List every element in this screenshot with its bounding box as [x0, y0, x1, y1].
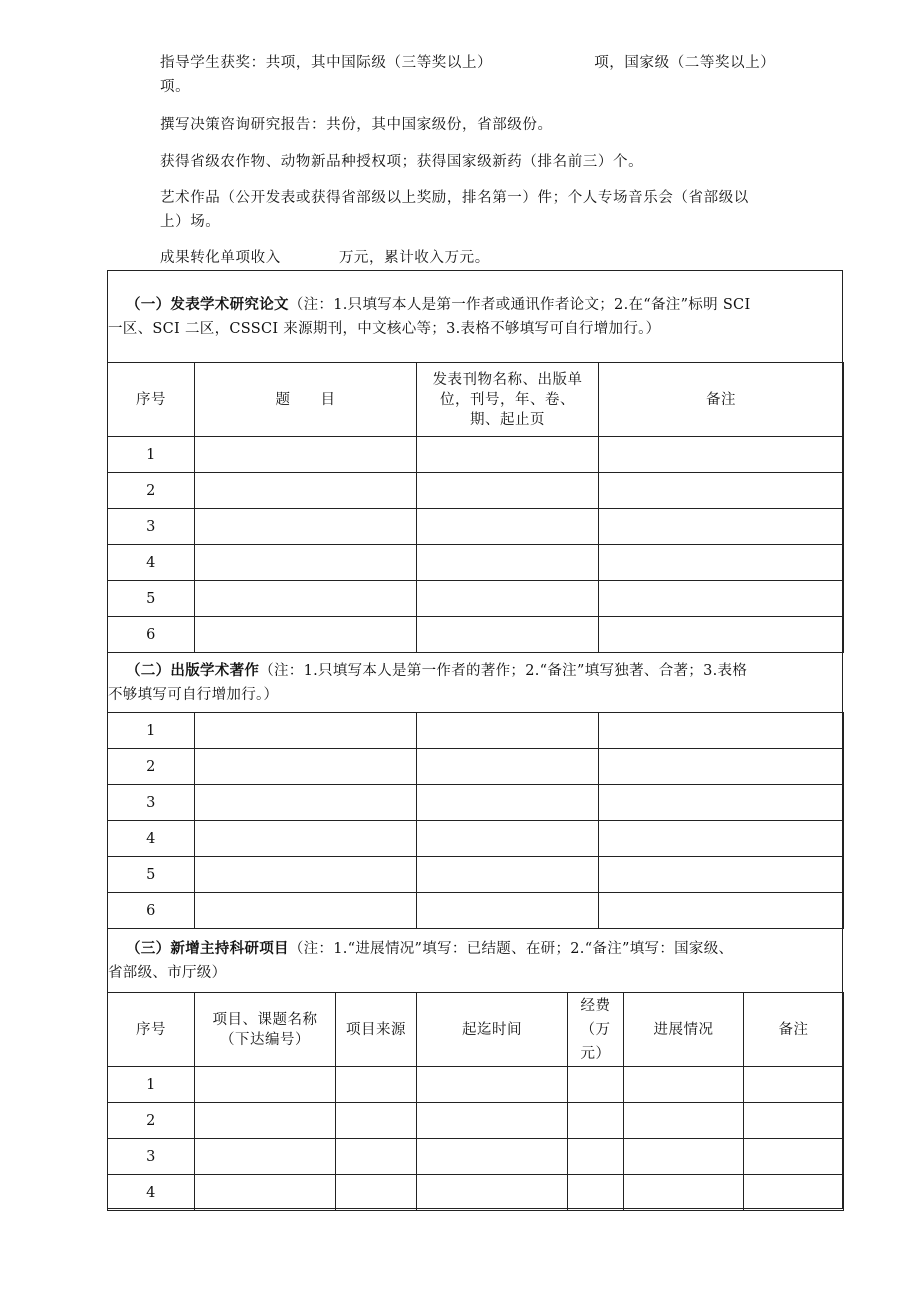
book-title-cell[interactable]	[195, 893, 417, 929]
books-table	[107, 712, 844, 929]
row-number: 2	[108, 1103, 195, 1139]
row-number: 1	[108, 437, 195, 473]
table-header-row	[108, 363, 844, 437]
funding-cell[interactable]	[568, 1139, 624, 1175]
table-row	[108, 1103, 844, 1139]
period-cell[interactable]	[417, 1139, 568, 1175]
remark-cell[interactable]	[599, 581, 844, 617]
funding-cell[interactable]	[568, 1175, 624, 1211]
source-cell[interactable]	[336, 1175, 417, 1211]
title-cell[interactable]	[195, 437, 417, 473]
remark-cell[interactable]	[599, 617, 844, 653]
remark-cell[interactable]	[744, 1103, 844, 1139]
remark-cell[interactable]	[599, 473, 844, 509]
row-number: 3	[108, 509, 195, 545]
table-row	[108, 1175, 844, 1211]
achievement-form	[107, 270, 843, 1209]
progress-cell[interactable]	[624, 1139, 744, 1175]
publisher-cell[interactable]	[417, 893, 599, 929]
section-1-title: （一）发表学术研究论文	[126, 297, 289, 313]
award-line-cont: 项。	[160, 79, 191, 95]
remark-cell[interactable]	[744, 1139, 844, 1175]
table-row	[108, 545, 844, 581]
row-number: 1	[108, 1067, 195, 1103]
col-progress-header: 进展情况	[624, 993, 744, 1067]
section-2-title: （二）出版学术著作	[126, 663, 260, 679]
row-number: 1	[108, 713, 195, 749]
pub-header-line-3: 期、起止页	[470, 411, 545, 428]
title-cell[interactable]	[195, 581, 417, 617]
project-name-cell[interactable]	[195, 1175, 336, 1211]
papers-table	[107, 362, 844, 653]
title-cell[interactable]	[195, 545, 417, 581]
title-cell[interactable]	[195, 617, 417, 653]
funding-line-2: （万	[580, 1021, 611, 1038]
income-line	[160, 246, 490, 270]
remark-cell[interactable]	[599, 857, 844, 893]
book-title-cell[interactable]	[195, 749, 417, 785]
funding-cell[interactable]	[568, 1067, 624, 1103]
remark-cell[interactable]	[599, 437, 844, 473]
publisher-cell[interactable]	[417, 749, 599, 785]
remark-cell[interactable]	[599, 509, 844, 545]
row-number: 2	[108, 473, 195, 509]
section-3-heading	[108, 937, 842, 985]
section-2-note-b: 不够填写可自行增加行。）	[108, 687, 279, 703]
publication-cell[interactable]	[417, 581, 599, 617]
source-cell[interactable]	[336, 1103, 417, 1139]
table-row	[108, 785, 844, 821]
remark-cell[interactable]	[599, 893, 844, 929]
col-title-header: 题 目	[195, 363, 417, 437]
project-name-cell[interactable]	[195, 1103, 336, 1139]
table-row	[108, 893, 844, 929]
col-seq-header: 序号	[108, 363, 195, 437]
project-name-line-2: （下达编号）	[220, 1031, 310, 1048]
section-1-note-a: （注：1.只填写本人是第一作者或通讯作者论文；2.在“备注”标明 SCI	[288, 297, 751, 313]
col-publication-header	[417, 363, 599, 437]
col-source-header: 项目来源	[336, 993, 417, 1067]
col-project-name-header	[195, 993, 336, 1067]
section-1-note-b: 一区、SCI 二区，CSSCI 来源期刊，中文核心等；3.表格不够填写可自行增加行。）	[108, 321, 661, 337]
col-remark-header: 备注	[599, 363, 844, 437]
award-text-a: 指导学生获奖：共项，其中国际级（三等奖以上）	[160, 55, 493, 71]
section-2-heading	[108, 659, 842, 707]
remark-cell[interactable]	[599, 785, 844, 821]
progress-cell[interactable]	[624, 1175, 744, 1211]
period-cell[interactable]	[417, 1103, 568, 1139]
publisher-cell[interactable]	[417, 821, 599, 857]
table-row	[108, 821, 844, 857]
pub-header-line-1: 发表刊物名称、出版单	[432, 371, 583, 388]
section-2-note-a: （注：1.只填写本人是第一作者的著作；2.“备注”填写独著、合著；3.表格	[259, 663, 748, 679]
period-cell[interactable]	[417, 1067, 568, 1103]
col-funding-header	[568, 993, 624, 1067]
table-row	[108, 713, 844, 749]
project-name-line-1: 项目、课题名称	[212, 1011, 318, 1028]
table-header-row	[108, 993, 844, 1067]
table-row	[108, 1067, 844, 1103]
remark-cell[interactable]	[744, 1067, 844, 1103]
source-cell[interactable]	[336, 1139, 417, 1175]
publisher-cell[interactable]	[417, 857, 599, 893]
col-remark-header: 备注	[744, 993, 844, 1067]
source-cell[interactable]	[336, 1067, 417, 1103]
publisher-cell[interactable]	[417, 785, 599, 821]
row-number: 3	[108, 1139, 195, 1175]
title-cell[interactable]	[195, 473, 417, 509]
book-title-cell[interactable]	[195, 821, 417, 857]
report-line: 撰写决策咨询研究报告：共份，其中国家级份，省部级份。	[160, 117, 553, 133]
col-period-header: 起迄时间	[417, 993, 568, 1067]
project-name-cell[interactable]	[195, 1139, 336, 1175]
remark-cell[interactable]	[599, 545, 844, 581]
row-number: 4	[108, 545, 195, 581]
row-number: 4	[108, 821, 195, 857]
table-row	[108, 749, 844, 785]
pub-header-line-2: 位，刊号，年、卷、	[440, 391, 575, 408]
publication-cell[interactable]	[417, 437, 599, 473]
progress-cell[interactable]	[624, 1067, 744, 1103]
row-number: 5	[108, 581, 195, 617]
remark-cell[interactable]	[744, 1175, 844, 1211]
book-title-cell[interactable]	[195, 785, 417, 821]
art-line-cont: 上）场。	[160, 214, 221, 230]
period-cell[interactable]	[417, 1175, 568, 1211]
projects-table	[107, 992, 844, 1211]
art-line: 艺术作品（公开发表或获得省部级以上奖励，排名第一）件；个人专场音乐会（省部级以	[160, 190, 749, 206]
table-row	[108, 857, 844, 893]
funding-line-3: 元）	[580, 1045, 611, 1062]
publication-cell[interactable]	[417, 545, 599, 581]
table-row	[108, 509, 844, 545]
project-name-cell[interactable]	[195, 1067, 336, 1103]
row-number: 4	[108, 1175, 195, 1211]
publication-cell[interactable]	[417, 617, 599, 653]
award-line	[160, 51, 775, 75]
row-number: 6	[108, 893, 195, 929]
table-row	[108, 1139, 844, 1175]
table-row	[108, 581, 844, 617]
income-text-b: 万元，累计收入万元。	[338, 250, 490, 266]
table-row	[108, 473, 844, 509]
section-3-note-b: 省部级、市厅级）	[108, 965, 227, 981]
row-number: 6	[108, 617, 195, 653]
section-3-note-a: （注：1.“进展情况”填写：已结题、在研；2.“备注”填写：国家级、	[288, 941, 734, 957]
funding-line-1: 经费	[580, 997, 611, 1014]
col-seq-header: 序号	[108, 993, 195, 1067]
funding-cell[interactable]	[568, 1103, 624, 1139]
remark-cell[interactable]	[599, 821, 844, 857]
book-title-cell[interactable]	[195, 857, 417, 893]
progress-cell[interactable]	[624, 1103, 744, 1139]
title-cell[interactable]	[195, 509, 417, 545]
section-1-heading	[108, 293, 842, 341]
book-title-cell[interactable]	[195, 713, 417, 749]
variety-line: 获得省级农作物、动物新品种授权项；获得国家级新药（排名前三）个。	[160, 154, 644, 170]
publication-cell[interactable]	[417, 509, 599, 545]
remark-cell[interactable]	[599, 749, 844, 785]
award-text-b: 项，国家级（二等奖以上）	[594, 55, 776, 71]
table-row	[108, 437, 844, 473]
remark-cell[interactable]	[599, 713, 844, 749]
publisher-cell[interactable]	[417, 713, 599, 749]
section-3-title: （三）新增主持科研项目	[126, 941, 289, 957]
income-text-a: 成果转化单项收入	[160, 250, 281, 266]
row-number: 5	[108, 857, 195, 893]
table-row	[108, 617, 844, 653]
publication-cell[interactable]	[417, 473, 599, 509]
row-number: 3	[108, 785, 195, 821]
row-number: 2	[108, 749, 195, 785]
